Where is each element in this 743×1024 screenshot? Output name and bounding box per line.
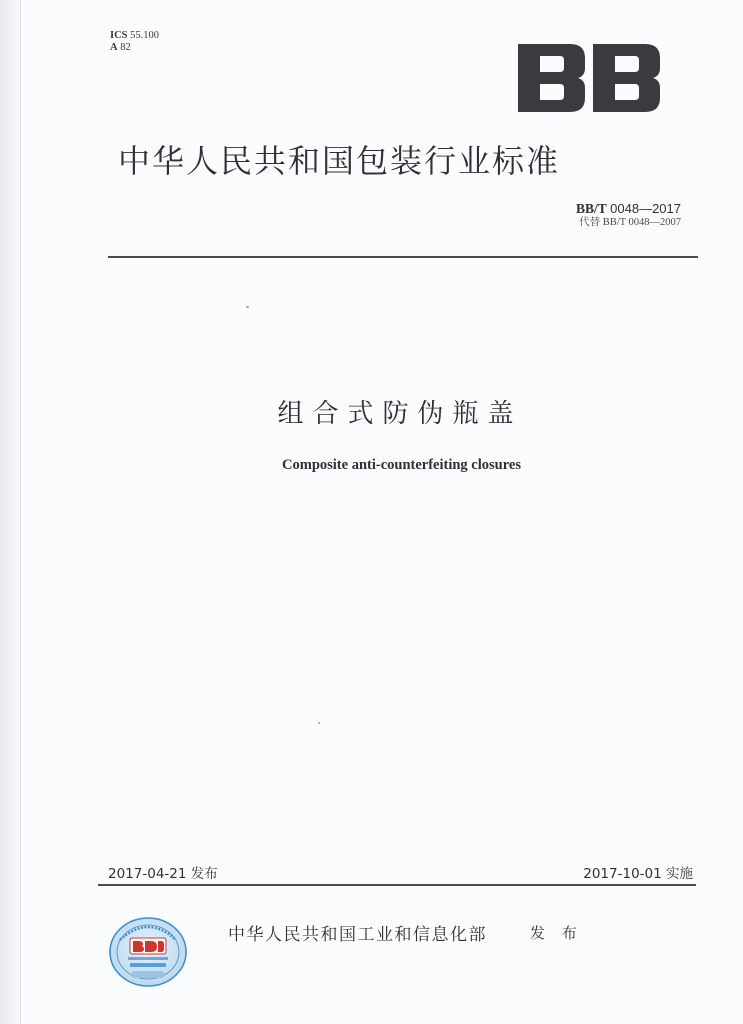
standard-prefix: BB/T — [576, 201, 607, 216]
industry-standard-title: 中华人民共和国包装行业标准 — [118, 142, 561, 180]
ics-line — [110, 30, 159, 42]
ics-code: 55.100 — [130, 30, 160, 41]
scan-left-edge — [0, 0, 22, 1024]
anti-counterfeit-seal-icon — [108, 916, 188, 988]
bottom-divider — [98, 884, 696, 886]
publish-label: 发 布 — [530, 924, 583, 942]
publisher-name: 中华人民共和国工业和信息化部 — [228, 925, 487, 945]
standard-number — [576, 201, 681, 216]
ccs-line — [110, 42, 159, 54]
replaces-standard: 代替 BB/T 0048—2007 — [579, 217, 681, 228]
standard-code: 0048—2017 — [610, 201, 681, 216]
scan-edge-line — [20, 0, 21, 1024]
scan-speck — [246, 306, 249, 308]
document-title-chinese: 组合式防伪瓶盖 — [277, 399, 523, 429]
bb-logo — [518, 44, 660, 112]
top-divider — [108, 256, 698, 258]
document-title-english: Composite anti-counterfeiting closures — [282, 457, 521, 473]
issue-date: 2017-04-21 发布 — [108, 866, 218, 882]
ics-label: ICS — [110, 30, 128, 41]
classification-codes — [110, 30, 159, 54]
implementation-date: 2017-10-01 实施 — [583, 866, 693, 882]
ccs-label: A — [110, 42, 118, 53]
standard-number-block — [576, 201, 681, 229]
scan-speck — [318, 722, 320, 724]
ccs-code: 82 — [120, 42, 131, 53]
